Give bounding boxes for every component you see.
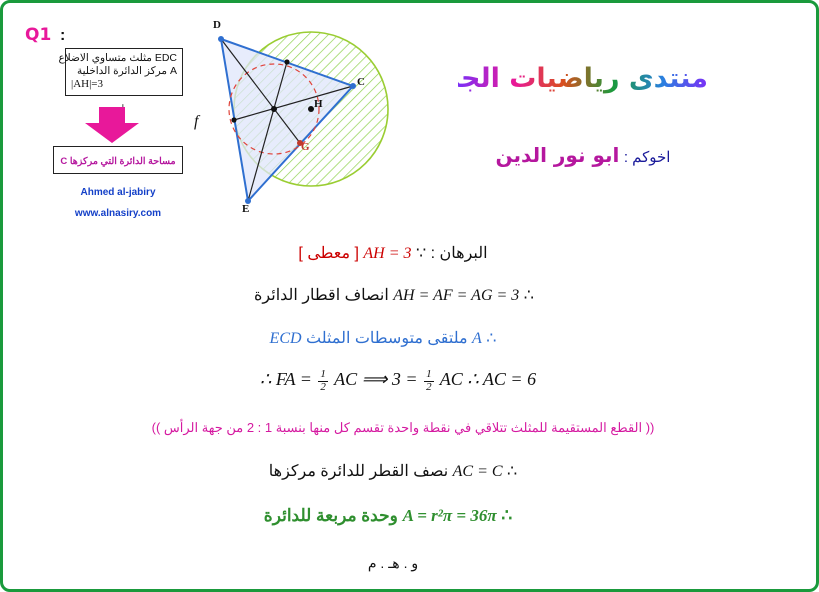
find-box-text: مساحة الدائرة التي مركزها C bbox=[60, 156, 176, 167]
ac-term-2: AC bbox=[439, 369, 463, 390]
because-symbol-1: ∵ bbox=[415, 245, 427, 262]
centroid-text: ملتقى متوسطات المثلث bbox=[306, 330, 468, 347]
function-label-f: f bbox=[194, 113, 199, 130]
solution-line-3 bbox=[3, 328, 763, 348]
signature-label: اخوكم : bbox=[623, 149, 671, 166]
solution-line-2 bbox=[3, 285, 785, 305]
ac-term-3: AC bbox=[482, 369, 506, 390]
solution-line-1 bbox=[3, 243, 783, 263]
forum-banner-text: منتدى رياضيات الجزائر bbox=[408, 63, 708, 94]
down-arrow-icon bbox=[81, 107, 151, 143]
vertex-label-E: E bbox=[242, 203, 250, 215]
three-value: 3 bbox=[391, 369, 401, 390]
therefore-symbol-1: ∴ bbox=[523, 287, 534, 304]
solution-line-7-area bbox=[3, 506, 773, 526]
given-line-3: |AH|=3 bbox=[71, 78, 103, 90]
point-label-G: G bbox=[301, 141, 310, 153]
area-unit: وحدة مربعة bbox=[316, 506, 398, 525]
given-line-2: A مركز الدائرة الداخلية bbox=[76, 65, 177, 77]
fa-term: FA bbox=[275, 369, 296, 390]
radii-equation: AH = AF = AG = 3 bbox=[393, 287, 520, 304]
author-credit: Ahmed al-jabiry bbox=[80, 187, 156, 198]
signature-name: ابو نور الدين bbox=[495, 143, 620, 167]
implies-symbol: ⟹ bbox=[361, 369, 388, 390]
point-label-H: H bbox=[314, 98, 323, 110]
frac-den-2: 2 bbox=[426, 380, 432, 393]
find-box bbox=[53, 146, 183, 174]
half-fraction-1 bbox=[318, 369, 328, 393]
equals-1: = bbox=[299, 369, 312, 390]
line4-equation bbox=[260, 369, 536, 393]
frac-num-2: 1 bbox=[426, 368, 432, 380]
therefore-symbol-3: ∴ bbox=[259, 369, 272, 390]
solution-line-4 bbox=[3, 369, 793, 393]
radius-text: نصف القطر للدائرة مركزها bbox=[268, 463, 449, 480]
geometry-figure bbox=[193, 21, 443, 221]
vertex-label-C: C bbox=[357, 76, 365, 88]
question-label: Q1 bbox=[25, 25, 52, 45]
given-bracket: [ معطى ] bbox=[298, 245, 359, 262]
equals-2: = bbox=[405, 369, 418, 390]
therefore-symbol-5: ∴ bbox=[507, 463, 518, 480]
equals-3: = bbox=[510, 369, 523, 390]
signature bbox=[458, 143, 708, 167]
solution-line-6 bbox=[3, 461, 783, 481]
therefore-symbol-6: ∴ bbox=[501, 506, 513, 525]
website-credit: www.alnasiry.com bbox=[74, 208, 162, 219]
frac-num-1: 1 bbox=[320, 368, 326, 380]
forum-banner bbox=[408, 63, 708, 115]
centroid-var: A bbox=[472, 330, 482, 347]
frac-den-1: 2 bbox=[320, 380, 326, 393]
given-line-1: EDC مثلث متساوي الاضلاع bbox=[58, 52, 177, 64]
half-fraction-2 bbox=[424, 369, 434, 393]
proof-label: البرهان : bbox=[430, 245, 488, 262]
vertex-label-D: D bbox=[213, 19, 221, 31]
proof-ah-equation: AH = 3 bbox=[363, 245, 412, 262]
area-circle-text: للدائرة bbox=[263, 506, 312, 525]
solution-line-5-theorem: (( القطع المستقيمة للمثلث تتلاقي في نقطة واحدة تقسم كل منها بنسبة 1 : 2 من جهة الرأس )) bbox=[151, 420, 655, 435]
ac-term-1: AC bbox=[334, 369, 358, 390]
therefore-symbol-2: ∴ bbox=[486, 330, 497, 347]
six-value: 6 bbox=[527, 369, 537, 390]
radius-equation: AC = C bbox=[452, 463, 503, 480]
question-colon: : bbox=[60, 27, 66, 44]
triangle-name: ECD bbox=[269, 330, 302, 347]
radii-text: انصاف اقطار الدائرة bbox=[254, 287, 389, 304]
therefore-symbol-4: ∴ bbox=[467, 369, 479, 390]
qed-text: و . هـ . م bbox=[367, 555, 419, 571]
given-box bbox=[58, 48, 183, 96]
area-equation: A = r²π = 36π bbox=[402, 506, 497, 525]
